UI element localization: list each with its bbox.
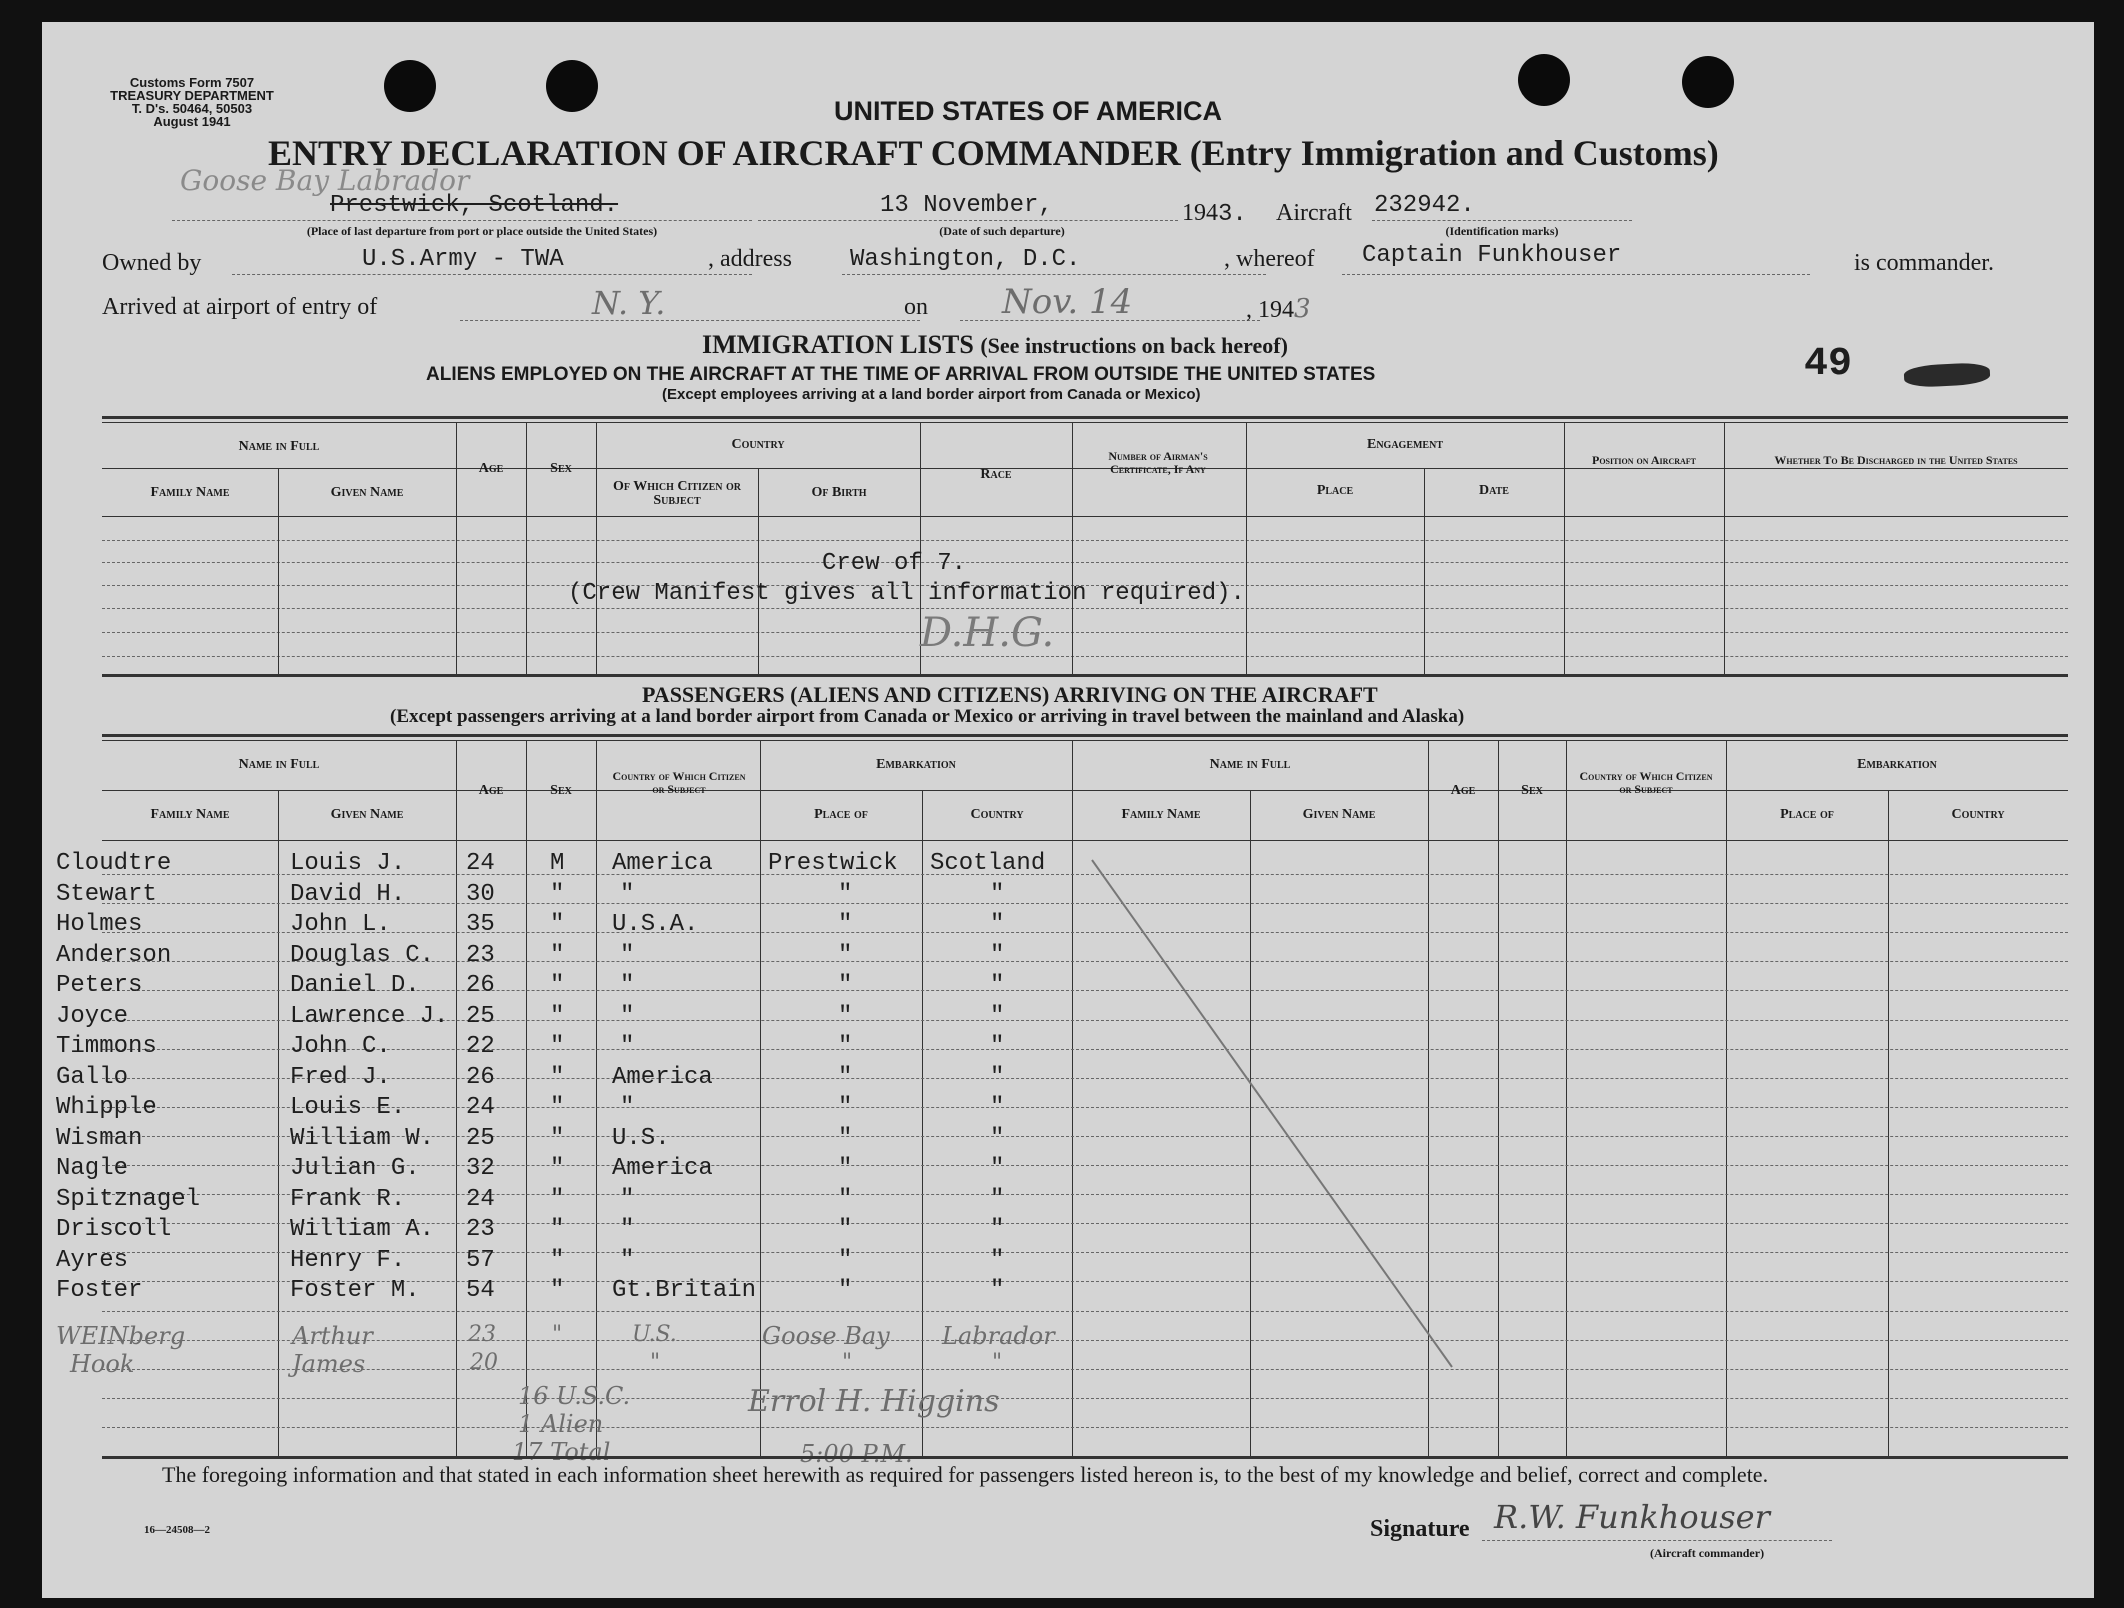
pax-col-family-name: Family Name — [150, 807, 230, 822]
passenger-place: " — [838, 1246, 853, 1274]
pax-col-place-of-2: Place of — [1780, 807, 1834, 822]
passenger-age: 25 — [466, 1124, 495, 1152]
arrival-label: Arrived at airport of entry of — [102, 294, 378, 320]
passenger-sex: " — [550, 911, 565, 938]
passenger-place: " — [838, 1124, 853, 1152]
passenger-family: Joyce — [56, 1002, 129, 1030]
passenger-place: " — [838, 1063, 853, 1091]
passenger-place: Prestwick — [768, 850, 898, 877]
passenger-given: Louis J. — [290, 850, 406, 877]
passenger-age: 54 — [466, 1277, 495, 1304]
printer-code: 16—24508—2 — [144, 1524, 210, 1536]
stamp-number: 49 — [1804, 342, 1853, 387]
passenger-country: " — [990, 1155, 1005, 1182]
passenger-age: 24 — [466, 1094, 495, 1121]
passenger-age: 25 — [466, 1002, 495, 1030]
crew-initials: D.H.G. — [920, 610, 1055, 656]
passenger-country: " — [990, 1216, 1005, 1243]
passenger-country: " — [990, 1033, 1005, 1060]
passenger-given: Louis E. — [290, 1094, 406, 1121]
departure-date-caption: (Date of such departure) — [939, 224, 1065, 238]
passenger-family: Timmons — [56, 1033, 157, 1060]
passenger-place: " — [838, 1155, 853, 1182]
passenger-place: " — [838, 1216, 853, 1243]
crew-col-given-name: Given Name — [330, 485, 404, 500]
departure-place-caption: (Place of last departure from port or place outside the United States) — [306, 224, 658, 238]
hw-row-sex: " — [552, 1322, 563, 1347]
crew-col-airman-cert: Number of Airman's Certificate, If Any — [1108, 449, 1208, 476]
passenger-given: Daniel D. — [290, 972, 420, 999]
passenger-given: William A. — [290, 1216, 435, 1243]
declaration: The foregoing information and that stated in each information sheet herewith as required for passengers listed hereon is, to the best of my knowledge and belief, correct and complete. — [162, 1462, 1769, 1487]
pax-col-embarkation: Embarkation — [876, 757, 956, 772]
hw-row-country: Labrador — [942, 1322, 1055, 1350]
passenger-citizen: America — [612, 1155, 713, 1182]
passenger-given: Douglas C. — [290, 941, 435, 969]
crew-col-discharged: Whether To Be Discharged in the United States — [1774, 453, 2018, 467]
passenger-citizen: U.S.A. — [612, 911, 699, 938]
whereof-label: , whereof — [1224, 246, 1315, 272]
passenger-given: Lawrence J. — [290, 1002, 449, 1030]
crew-col-family-name: Family Name — [150, 485, 230, 500]
cancel-line — [1072, 842, 1472, 1382]
passenger-family: Gallo — [56, 1063, 129, 1091]
passenger-country: " — [990, 941, 1005, 969]
tally-alien: 1 Alien — [518, 1410, 604, 1438]
passenger-sex: " — [550, 972, 565, 999]
passenger-country: " — [990, 1124, 1005, 1152]
hw-row-family: WEINberg — [56, 1322, 186, 1350]
commander: Captain Funkhouser — [1362, 242, 1622, 269]
passenger-family: Ayres — [56, 1246, 129, 1274]
form-id: Customs Form 7507 — [129, 75, 255, 90]
departure-year: 3. — [1218, 201, 1247, 228]
passenger-sex: " — [550, 1094, 565, 1121]
owned-by-label: Owned by — [102, 250, 202, 276]
address-label: , address — [708, 246, 792, 272]
hw-row-given: Arthur — [292, 1322, 373, 1350]
passenger-sex: " — [550, 1002, 565, 1030]
passenger-citizen: " — [620, 972, 635, 999]
passenger-age: 24 — [466, 1185, 495, 1213]
pax-col-name-in-full-2: Name in Full — [1209, 757, 1291, 772]
crew-col-sex: Sex — [550, 461, 572, 476]
passenger-country: " — [990, 1002, 1005, 1030]
pax-col-given-name-2: Given Name — [1302, 807, 1376, 822]
aircraft-label: Aircraft — [1276, 200, 1352, 226]
departure-date: 13 November, — [880, 192, 1053, 219]
hw-row-country: " — [992, 1350, 1003, 1375]
passenger-age: 35 — [466, 911, 495, 938]
passenger-sex: " — [550, 1277, 565, 1304]
tally-us: 16 U.S.C. — [518, 1382, 631, 1410]
passenger-sex: " — [550, 880, 565, 908]
passenger-family: Whipple — [56, 1094, 157, 1121]
form-sheet — [42, 22, 2094, 1598]
passengers-subtitle: (Except passengers arriving at a land border airport from Canada or Mexico or arriving in travel between the mainland and Alaska) — [390, 706, 1465, 727]
hw-row-age: 23 — [468, 1322, 496, 1347]
hw-row-citizen: " — [650, 1350, 661, 1375]
form-id-block — [102, 76, 282, 128]
crew-col-position: Position on Aircraft — [1591, 453, 1696, 467]
passenger-family: Nagle — [56, 1155, 129, 1182]
passenger-place: " — [838, 1185, 853, 1213]
form-tds: T. D's. 50464, 50503 — [131, 101, 253, 116]
passenger-place: " — [838, 941, 853, 969]
passenger-country: " — [990, 880, 1005, 908]
passenger-given: Fred J. — [290, 1063, 391, 1091]
row-rule — [102, 1398, 2068, 1399]
passenger-given: Frank R. — [290, 1185, 406, 1213]
passenger-citizen: " — [620, 1216, 635, 1243]
row-rule — [102, 1427, 2068, 1428]
passenger-place: " — [838, 972, 853, 999]
punch-hole — [546, 60, 598, 112]
passenger-country: " — [990, 1246, 1005, 1274]
passenger-country: " — [990, 1094, 1005, 1121]
passenger-given: David H. — [290, 880, 406, 908]
address: Washington, D.C. — [850, 246, 1081, 273]
passenger-age: 26 — [466, 1063, 495, 1091]
immigration-subtitle: ALIENS EMPLOYED ON THE AIRCRAFT AT THE TIME OF ARRIVAL FROM OUTSIDE THE UNITED STATES — [426, 364, 1376, 385]
passenger-family: Stewart — [56, 880, 157, 908]
crew-note: Crew of 7. — [822, 550, 967, 577]
departure-place-handwritten: Goose Bay Labrador — [180, 164, 470, 197]
passenger-citizen: " — [620, 1246, 635, 1274]
punch-hole — [384, 60, 436, 112]
passenger-family: Holmes — [56, 911, 143, 938]
passenger-given: William W. — [290, 1124, 435, 1152]
pax-col-name-in-full: Name in Full — [238, 757, 320, 772]
passenger-given: Henry F. — [290, 1246, 406, 1274]
passenger-citizen: " — [620, 1033, 635, 1060]
commander-signature: R.W. Funkhouser — [1494, 1498, 1770, 1536]
passenger-sex: " — [550, 1185, 565, 1213]
owner: U.S.Army - TWA — [362, 246, 564, 273]
punch-hole — [1518, 54, 1570, 106]
passenger-sex: " — [550, 1033, 565, 1060]
passenger-family: Driscoll — [56, 1216, 172, 1243]
passenger-place: " — [838, 911, 853, 938]
crew-col-age: Age — [478, 461, 504, 476]
passenger-family: Peters — [56, 972, 143, 999]
passenger-sex: " — [550, 1246, 565, 1274]
tally-total: 17 Total — [512, 1438, 611, 1466]
pax-col-sex-2: Sex — [1521, 783, 1543, 798]
passenger-age: 24 — [466, 850, 495, 877]
signature-label: Signature — [1370, 1516, 1470, 1542]
country-title: UNITED STATES OF AMERICA — [834, 96, 1222, 126]
passenger-country: " — [990, 1063, 1005, 1091]
passenger-given: John L. — [290, 911, 391, 938]
hw-row-citizen: U.S. — [632, 1322, 677, 1347]
crew-note-2: (Crew Manifest gives all information required). — [568, 580, 1245, 607]
arrival-airport: N. Y. — [592, 284, 666, 322]
arrival-year-label: , 194 — [1246, 297, 1294, 323]
passengers-title: PASSENGERS (ALIENS AND CITIZENS) ARRIVING ON THE AIRCRAFT — [642, 682, 1378, 707]
passenger-family: Spitznagel — [56, 1185, 201, 1213]
passenger-sex: M — [550, 850, 565, 877]
passenger-country: " — [990, 972, 1005, 999]
crew-col-name-in-full: Name in Full — [238, 439, 320, 454]
passenger-place: " — [838, 1094, 853, 1121]
passenger-citizen: America — [612, 850, 713, 877]
passenger-given: John C. — [290, 1033, 391, 1060]
passenger-age: 22 — [466, 1033, 495, 1060]
passenger-country: " — [990, 911, 1005, 938]
passenger-citizen: " — [620, 1094, 635, 1121]
passenger-citizen: " — [620, 1185, 635, 1213]
immigration-title-line — [702, 330, 1288, 360]
immigration-title: IMMIGRATION LISTS — [702, 330, 974, 359]
passenger-age: 23 — [466, 941, 495, 969]
crew-col-place: Place — [1316, 483, 1354, 498]
arrival-date: Nov. 14 — [1002, 282, 1133, 322]
crew-col-date: Date — [1479, 483, 1509, 498]
departure-year-label: 194 — [1182, 200, 1218, 226]
passenger-sex: " — [550, 1155, 565, 1182]
aircraft-ident-caption: (Identification marks) — [1445, 224, 1559, 238]
scribble-mark — [1903, 362, 1990, 388]
passenger-age: 57 — [466, 1246, 495, 1274]
pax-col-embarkation-2: Embarkation — [1857, 757, 1937, 772]
hw-row-age: 20 — [470, 1350, 498, 1375]
passenger-given: Foster M. — [290, 1277, 420, 1304]
pax-col-given-name: Given Name — [330, 807, 404, 822]
passenger-citizen: America — [612, 1063, 713, 1091]
pax-col-citizen-of-2: Country of Which Citizen or Subject — [1579, 769, 1713, 796]
passenger-country: " — [990, 1277, 1005, 1304]
arrival-year: 3 — [1294, 294, 1311, 324]
passenger-family: Anderson — [56, 941, 172, 969]
hw-row-family: Hook — [70, 1350, 135, 1378]
passenger-citizen: " — [620, 941, 635, 969]
passenger-age: 30 — [466, 880, 495, 908]
passenger-family: Foster — [56, 1277, 143, 1304]
punch-hole — [1682, 56, 1734, 108]
passenger-sex: " — [550, 1216, 565, 1243]
passenger-citizen: Gt.Britain — [612, 1277, 757, 1304]
passenger-age: 26 — [466, 972, 495, 999]
pax-col-country-2: Country — [1951, 807, 2005, 822]
immigration-instructions: (See instructions on back hereof) — [980, 333, 1288, 358]
pax-col-age: Age — [478, 783, 504, 798]
passenger-place: " — [838, 1277, 853, 1304]
arrival-on-label: on — [904, 294, 928, 320]
passenger-citizen: U.S. — [612, 1124, 670, 1152]
immigration-subtitle2: (Except employees arriving at a land border airport from Canada or Mexico) — [662, 386, 1201, 403]
aircraft-id: 232942. — [1374, 192, 1475, 219]
passenger-sex: " — [550, 1063, 565, 1091]
pax-col-citizen-of: Country of Which Citizen or Subject — [612, 769, 746, 796]
passenger-citizen: " — [620, 880, 635, 908]
form-department: TREASURY DEPARTMENT — [110, 88, 274, 103]
passenger-age: 32 — [466, 1155, 495, 1182]
passenger-sex: " — [550, 1124, 565, 1152]
pax-col-sex: Sex — [550, 783, 572, 798]
passenger-country: " — [990, 1185, 1005, 1213]
passenger-sex: " — [550, 941, 565, 969]
hw-row-given: James — [292, 1350, 366, 1378]
passenger-place: " — [838, 1033, 853, 1060]
commander-suffix: is commander. — [1854, 250, 1994, 276]
crew-col-race: Race — [980, 467, 1012, 482]
passenger-given: Julian G. — [290, 1155, 420, 1182]
passenger-country: Scotland — [930, 850, 1046, 877]
pax-col-country: Country — [970, 807, 1024, 822]
crew-col-citizen-of: Of Which Citizen or Subject — [612, 479, 742, 508]
passenger-place: " — [838, 880, 853, 908]
hw-row-place: Goose Bay — [762, 1322, 890, 1350]
form-title: ENTRY DECLARATION OF AIRCRAFT COMMANDER (Entry Immigration and Customs) — [268, 133, 1719, 173]
passenger-age: 23 — [466, 1216, 495, 1243]
passenger-family: Cloudtre — [56, 850, 172, 877]
inspection-time: 5:00 P.M. — [800, 1440, 913, 1468]
inspector-signature: Errol H. Higgins — [748, 1384, 1000, 1419]
hw-row-place: " — [842, 1350, 853, 1375]
passenger-family: Wisman — [56, 1124, 143, 1152]
signature-caption: (Aircraft commander) — [1650, 1546, 1765, 1560]
crew-col-of-birth: Of Birth — [811, 485, 867, 500]
departure-place: Prestwick, Scotland. — [330, 192, 619, 219]
crew-col-country: Country — [731, 437, 785, 452]
passenger-place: " — [838, 1002, 853, 1030]
form-date: August 1941 — [153, 114, 231, 129]
pax-col-family-name-2: Family Name — [1121, 807, 1201, 822]
crew-col-engagement: Engagement — [1366, 437, 1443, 452]
passenger-citizen: " — [620, 1002, 635, 1030]
pax-col-age-2: Age — [1450, 783, 1476, 798]
pax-col-place-of: Place of — [814, 807, 868, 822]
